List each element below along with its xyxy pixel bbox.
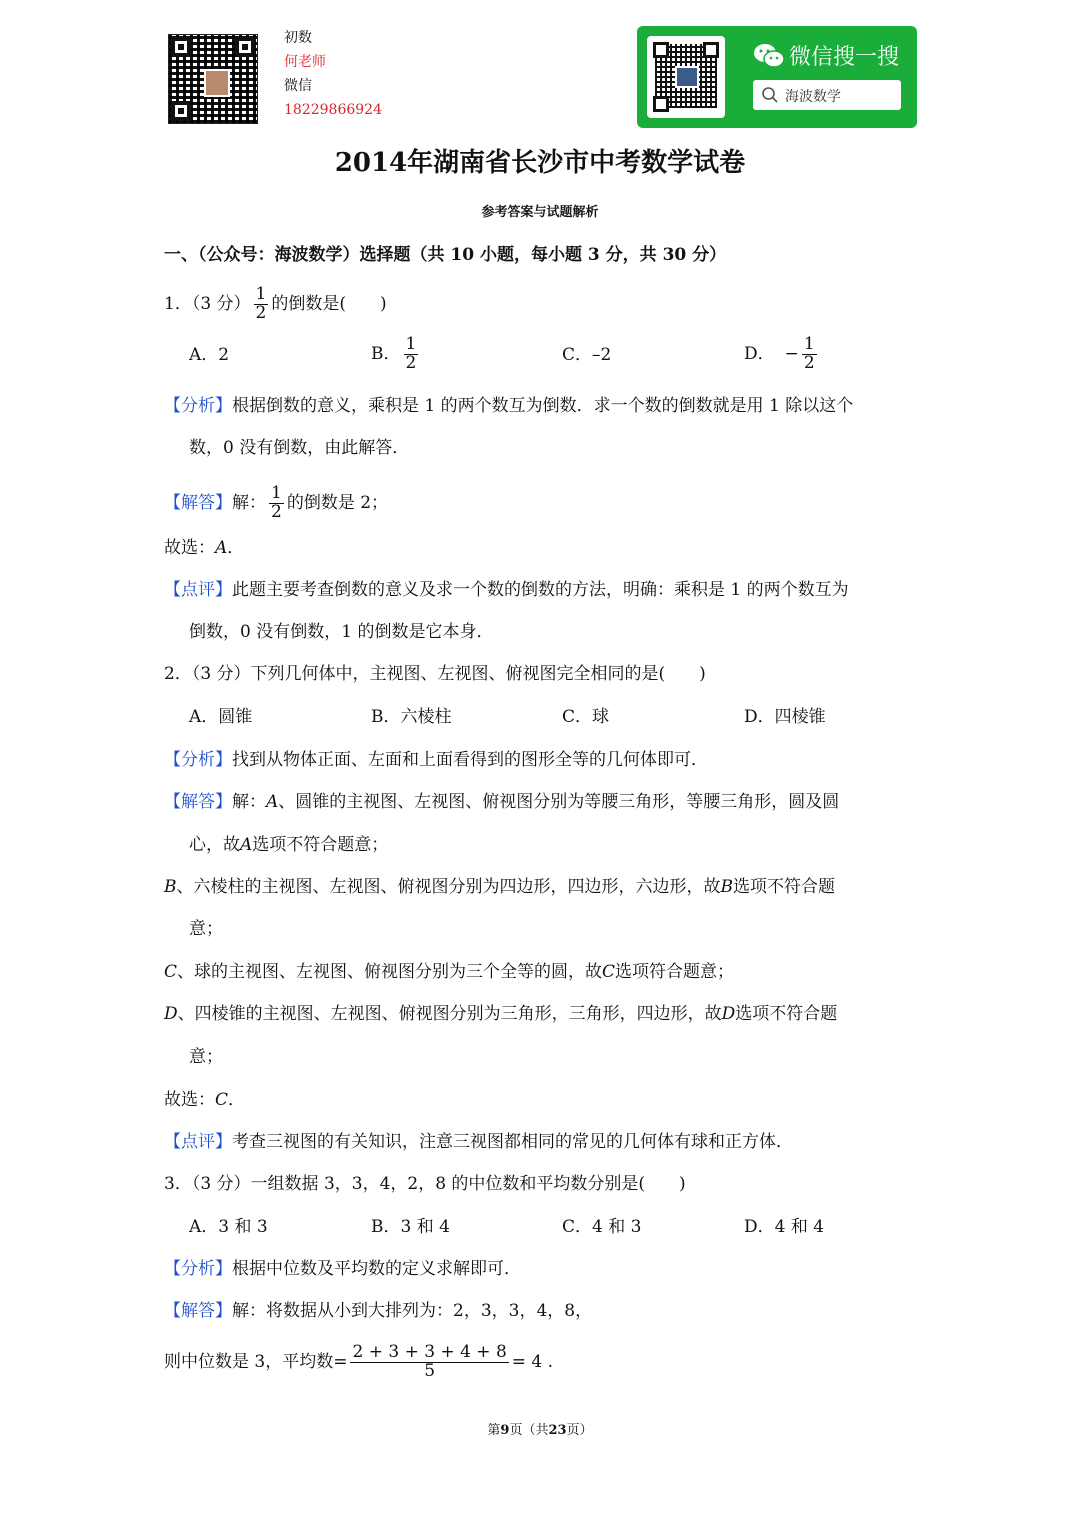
q3-option-b: B．3 和 4	[371, 1217, 450, 1237]
q1-analysis: 【分析】根据倒数的意义，乘积是 1 的两个数互为倒数．求一个数的倒数就是用 1 除以这个	[164, 396, 854, 416]
q2-option-b: B．六棱柱	[371, 707, 452, 727]
wechat-search-box[interactable]	[753, 80, 901, 110]
q1-comment: 【点评】此题主要考查倒数的意义及求一个数的倒数的方法，明确：乘积是 1 的两个数互为	[164, 580, 849, 600]
q2-answer: 【解答】解：A、圆锥的主视图、左视图、俯视图分别为等腰三角形，等腰三角形，圆及圆	[164, 792, 840, 812]
avatar	[204, 69, 230, 97]
section-heading: 一、（公众号：海波数学）选择题（共 10 小题，每小题 3 分，共 30 分）	[164, 245, 727, 265]
q2-option-c: C．球	[562, 707, 610, 727]
wechat-qr-code	[647, 36, 725, 118]
q1-option-a: A．2	[189, 345, 230, 365]
wechat-search-card[interactable]	[637, 26, 917, 128]
q2-option-d: D．四棱锥	[744, 707, 826, 727]
q3-option-c: C．4 和 3	[562, 1217, 642, 1237]
wechat-logo-icon	[753, 42, 785, 70]
page-footer: 第9页（共23页）	[487, 1423, 593, 1438]
qr-code	[168, 34, 258, 124]
q1-stem-tail: 的倒数是( )	[271, 293, 387, 314]
page-title: 2014年湖南省长沙市中考数学试卷	[334, 148, 746, 178]
q3-mean-calc: 则中位数是 3，平均数= $\frac{2 + 3 + 3 + 4 + 8}{5}$ = 4 .	[164, 1342, 554, 1381]
q1-option-b: B． $\frac{1}{2}$	[371, 334, 417, 373]
comment-tag: 【点评】	[164, 580, 232, 600]
contact-phone: 18229866924	[284, 102, 382, 118]
q2-option-a: A．圆锥	[189, 707, 253, 727]
q2-analysis: 【分析】找到从物体正面、左面和上面看得到的图形全等的几何体即可．	[164, 750, 708, 770]
answer-tag: 【解答】	[164, 492, 232, 513]
contact-line1: 初数	[284, 30, 312, 46]
q3-option-d: D．4 和 4	[744, 1217, 825, 1237]
q3-answer: 【解答】解：将数据从小到大排列为：2，3，3，4，8，	[164, 1301, 593, 1321]
q1-analysis-cont: 数，0 没有倒数，由此解答．	[189, 438, 410, 458]
q2-comment: 【点评】考查三视图的有关知识，注意三视图都相同的常见的几何体有球和正方体．	[164, 1132, 793, 1152]
analysis-tag: 【分析】	[164, 396, 232, 416]
q3-analysis: 【分析】根据中位数及平均数的定义求解即可．	[164, 1259, 521, 1279]
q1-stem	[164, 286, 387, 323]
contact-name: 何老师	[284, 54, 326, 70]
page-subtitle: 参考答案与试题解析	[481, 205, 599, 220]
page-number: 9	[500, 1423, 510, 1438]
q2-answer-a-cont: 心，故A选项不符合题意；	[189, 835, 389, 855]
q2-choose: 故选：C．	[164, 1090, 246, 1110]
search-icon	[761, 86, 779, 104]
q3-option-a: A．3 和 3	[189, 1217, 268, 1237]
q2-answer-c: C、球的主视图、左视图、俯视图分别为三个全等的圆，故C选项符合题意；	[164, 962, 735, 982]
q1-number: 1．（3 分）	[164, 293, 251, 314]
wechat-search-text: 海波数学	[785, 89, 841, 105]
q2-answer-b-cont: 意；	[189, 919, 223, 939]
q1-choose: 故选：A．	[164, 538, 245, 558]
q2-answer-d-cont: 意；	[189, 1047, 223, 1067]
wechat-brand: 微信搜一搜	[789, 45, 900, 70]
q2-stem: 2．（3 分）下列几何体中，主视图、左视图、俯视图完全相同的是( )	[164, 664, 706, 684]
q1-answer: 【解答】解： $\frac{1}{2}$ 的倒数是 2；	[164, 483, 389, 522]
q1-option-d: D． − $\frac{1}{2}$	[744, 334, 815, 373]
contact-info	[284, 26, 382, 122]
q1-fraction: $\frac{1}{2}$	[255, 284, 267, 323]
contact-line3: 微信	[284, 78, 312, 94]
q1-option-c: C．–2	[562, 345, 612, 365]
q3-stem: 3．（3 分）一组数据 3，3，4，2，8 的中位数和平均数分别是( )	[164, 1174, 686, 1194]
q2-answer-d: D、四棱锥的主视图、左视图、俯视图分别为三角形，三角形，四边形，故D选项不符合题	[164, 1004, 838, 1024]
q1-comment-cont: 倒数，0 没有倒数，1 的倒数是它本身．	[189, 622, 494, 642]
q2-answer-b: B、六棱柱的主视图、左视图、俯视图分别为四边形，四边形，六边形，故B选项不符合题	[164, 877, 835, 897]
page-total: 23	[548, 1423, 567, 1438]
